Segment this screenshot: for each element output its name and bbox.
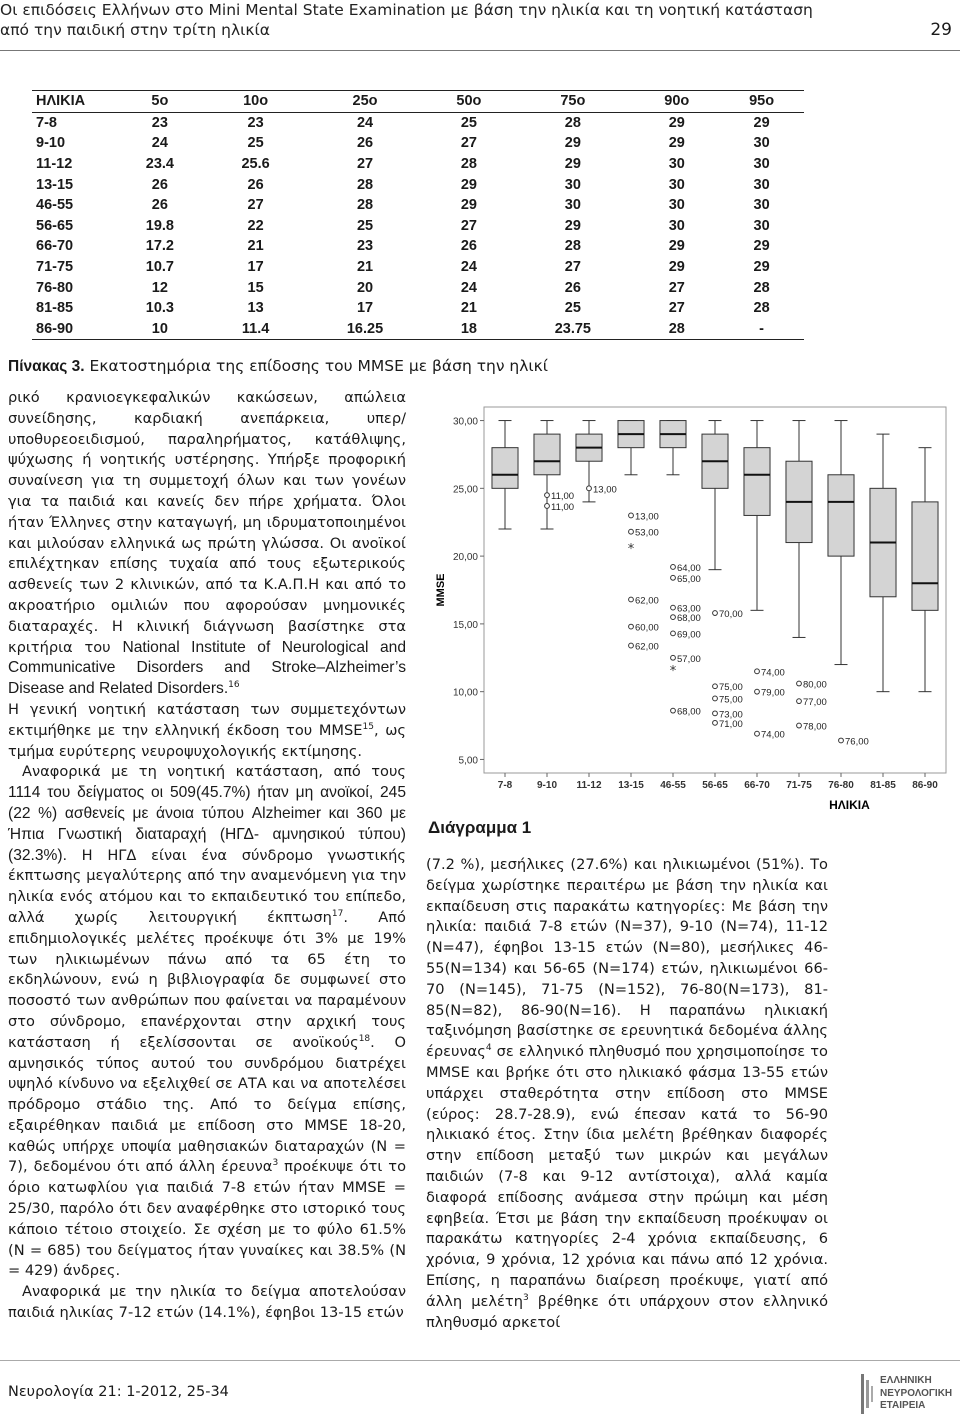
y-tick-label: 20,00 bbox=[452, 552, 478, 564]
footer-divider bbox=[0, 1360, 960, 1361]
table-row bbox=[32, 174, 804, 195]
table-value-cell: 28 bbox=[564, 238, 581, 255]
outlier-label: 75,00 bbox=[719, 694, 743, 706]
outlier-point bbox=[671, 708, 676, 713]
table-row bbox=[32, 319, 804, 340]
header-divider bbox=[0, 50, 960, 51]
table-row bbox=[32, 154, 804, 175]
outlier-label: 11,00 bbox=[551, 491, 575, 503]
table-value-cell: 29 bbox=[753, 114, 770, 131]
table-value-cell: 24 bbox=[356, 114, 374, 131]
citation-ref: 3 bbox=[272, 1158, 279, 1169]
table-value-cell: 29 bbox=[668, 135, 685, 152]
table-value-cell: 25 bbox=[247, 135, 264, 152]
box bbox=[534, 434, 560, 475]
table-value-cell: - bbox=[719, 319, 804, 340]
text-column-right bbox=[426, 855, 828, 1333]
outlier-point bbox=[545, 504, 550, 509]
table-value-cell: 29 bbox=[564, 156, 581, 173]
x-axis-label: ΗΛΙΚΙΑ bbox=[829, 798, 870, 812]
outlier-point bbox=[713, 611, 718, 616]
table-value-cell: 25 bbox=[356, 217, 374, 234]
table-caption-label: Πίνακας 3. bbox=[8, 358, 85, 375]
table-row bbox=[32, 298, 804, 319]
table-value-cell: 25.6 bbox=[241, 156, 270, 173]
outlier-label: 70,00 bbox=[719, 609, 743, 621]
y-tick-label: 30,00 bbox=[452, 416, 478, 428]
outlier-label: 11,00 bbox=[551, 501, 575, 513]
table-age-cell: 86-90 bbox=[32, 319, 112, 340]
text-run: . Ο αμνησικός τύπος αυτού του συνδρόμου διατρέχει υψηλό κίνδυνο να εξελιχθεί σε ΑΤΑ και να αποτελέσει πρόδρομο στάδιο της. Από το δείγμα επίσης, εξαιρέθηκαν παιδιά με επίδοση στο MMSE 18-20, καθώς υπήρχε υποψία μαθησιακών διαταραχών (N = 7), δεδομένου ότι από άλλη έρευνα bbox=[8, 1033, 406, 1176]
table-caption-text: Εκατοστημόρια της επίδοσης του MMSE με βάση την ηλικί bbox=[84, 357, 549, 375]
y-tick-label: 25,00 bbox=[452, 484, 478, 496]
table-value-cell: 27 bbox=[356, 156, 374, 173]
table-value-cell: 15 bbox=[247, 279, 264, 296]
text-run: Αναφορικά με την ηλικία το δείγμα αποτελούσαν παιδιά ηλικίας 7-12 ετών (14.1%), έφηβοι 13-15 ετών bbox=[8, 1283, 406, 1322]
outlier-point bbox=[755, 669, 760, 674]
outlier-point bbox=[713, 684, 718, 689]
table-value-cell: 26 bbox=[151, 197, 168, 214]
outlier-label: 57,00 bbox=[677, 653, 701, 665]
table-value-cell: 25 bbox=[564, 300, 581, 317]
x-tick-label: 86-90 bbox=[912, 780, 938, 791]
y-tick-label: 15,00 bbox=[452, 619, 478, 631]
boxplot-svg bbox=[426, 395, 956, 815]
text-run: Η γενική νοητική κατάσταση των συμμετεχόντων εκτιμήθηκε με την ελληνική έκδοση του MMSE bbox=[8, 700, 406, 739]
table-value-cell: 20 bbox=[356, 279, 374, 296]
outlier-label: 60,00 bbox=[635, 622, 659, 634]
table-row bbox=[32, 133, 804, 154]
table-value-cell: 28 bbox=[753, 279, 770, 296]
table-value-cell: 27 bbox=[460, 217, 477, 234]
outlier-point bbox=[671, 655, 676, 660]
outlier-point bbox=[671, 565, 676, 570]
table-value-cell: 24 bbox=[151, 135, 168, 152]
table-value-cell: 29 bbox=[668, 259, 685, 276]
table-value-cell: 29 bbox=[564, 217, 581, 234]
table-row bbox=[32, 277, 804, 298]
x-tick-label: 76-80 bbox=[828, 780, 854, 791]
table-value-cell: 17.2 bbox=[145, 238, 174, 255]
table-value-cell: 17 bbox=[356, 300, 374, 317]
citation-ref: 4 bbox=[485, 1043, 492, 1054]
table-value-cell: 23 bbox=[356, 238, 374, 255]
table-age-cell: 9-10 bbox=[36, 135, 66, 152]
table-age-cell: 7-8 bbox=[36, 114, 57, 131]
text-run: (7.2 %), μεσήλικες (27.6%) και ηλικιωμένοι (51%). Το δείγμα χωρίστηκε περαιτέρω με βάση την ηλικία και εκπαίδευση στις παρακάτω κατηγορίες: Με βάση την ηλικία: παιδιά 7-8 ετών (N=37), 9-10 (N=74), 11-12 (N=47), έφηβοι 13-15 ετών (N=80), μεσήλικες 46-55(N=134) και 56-65 (N=174) ετών, ηλικιωμένοι 66-70 (N=145), 71-75 (N=152), 76-80(N=173), 81-85(N=82), 86-90(N=16). Η παραπάνω ηλικιακή ταξινόμηση βασίστηκε σε ερευνητικά δεδομένα άλλης έρευνας bbox=[426, 856, 828, 1061]
table-value-cell: 30 bbox=[753, 176, 770, 193]
table-value-cell: 16.25 bbox=[303, 319, 426, 340]
paragraph bbox=[8, 1282, 406, 1324]
paragraph bbox=[426, 855, 828, 1333]
outlier-extreme-mark: * bbox=[627, 541, 635, 557]
outlier-label: 64,00 bbox=[677, 562, 701, 574]
boxplot-chart bbox=[426, 395, 956, 815]
outlier-point bbox=[797, 723, 802, 728]
logo-line: ΝΕΥΡΟΛΟΓΙΚΗ bbox=[880, 1387, 953, 1399]
table-age-cell: 13-15 bbox=[36, 176, 74, 193]
outlier-point bbox=[671, 631, 676, 636]
table-row bbox=[32, 112, 804, 133]
logo-line: ΕΛΛΗΝΙΚΗ bbox=[880, 1375, 932, 1386]
table-value-cell: 10.7 bbox=[145, 259, 174, 276]
outlier-point bbox=[713, 720, 718, 725]
table-age-cell: 71-75 bbox=[36, 259, 74, 276]
table-header-cell: 75ο bbox=[511, 91, 634, 113]
table-value-cell: 29 bbox=[460, 176, 477, 193]
table-value-cell: 10.3 bbox=[145, 300, 174, 317]
paragraph bbox=[8, 388, 406, 700]
outlier-label: 74,00 bbox=[761, 729, 785, 741]
x-tick-label: 11-12 bbox=[576, 780, 602, 791]
box bbox=[744, 448, 770, 516]
y-tick-label: 5,00 bbox=[458, 755, 478, 767]
x-tick-label: 66-70 bbox=[744, 780, 770, 791]
outlier-point bbox=[545, 493, 550, 498]
text-run: Αναφορικά με τη νοητική κατάσταση, από τους bbox=[22, 763, 406, 781]
outlier-point bbox=[839, 738, 844, 743]
table-value-cell: 28 bbox=[356, 197, 374, 214]
table-value-cell: 30 bbox=[668, 197, 685, 214]
table-value-cell: 19.8 bbox=[145, 217, 174, 234]
table-value-cell: 10 bbox=[112, 319, 208, 340]
table-value-cell: 24 bbox=[460, 259, 477, 276]
x-tick-label: 56-65 bbox=[702, 780, 728, 791]
text-run: Η ΗΓΔ είναι ένα σύνδρομο γνωστικής έκπτωσης μεγαλύτερης από την αναμενόμενη για την ηλικία ενός ατόμου και το εκπαιδευτικό του επίπεδο, αλλά χωρίς λειτουργική έκπτωση bbox=[8, 846, 406, 926]
table-header-row bbox=[32, 91, 804, 113]
text-run: βρέθηκε ότι υπάρχουν στον ελληνικό πληθυσμό αρκετοί bbox=[426, 1292, 829, 1331]
text-run: . Από επιδημιολογικές μελέτες προέκυψε ότι 3% με 19% των ηλικιωμένων πάνω από τα 65 έτη το εκδηλώνουν, ενώ η βιβλιογραφία δε συμφωνεί στο ποσοστό των ανθρώπων που φαίνεται να παραμένουν στο σύνδρομο, επανέρχονται στην αρχική τους κατάσταση ή εξελίσσονται σε ανοϊκούς bbox=[8, 908, 406, 1051]
table-value-cell: 18 bbox=[427, 319, 512, 340]
text-run: , ως τμήμα ευρύτερης νευροψυχολογικής εκτίμησης. bbox=[8, 721, 406, 760]
table-row bbox=[32, 257, 804, 278]
outlier-point bbox=[587, 486, 592, 491]
x-tick-label: 7-8 bbox=[497, 780, 513, 791]
outlier-point bbox=[629, 624, 634, 629]
table-header-cell: 50ο bbox=[427, 91, 512, 113]
table-value-cell: 29 bbox=[668, 238, 685, 255]
table-value-cell: 27 bbox=[564, 259, 581, 276]
running-header-line2: από την παιδική στην τρίτη ηλικία bbox=[0, 21, 271, 39]
table-value-cell: 21 bbox=[356, 259, 374, 276]
outlier-point bbox=[629, 597, 634, 602]
society-logo-icon bbox=[860, 1374, 874, 1414]
table-body bbox=[32, 112, 804, 340]
table-value-cell: 29 bbox=[564, 135, 581, 152]
outlier-point bbox=[713, 711, 718, 716]
table-header-cell: ΗΛΙΚΙΑ bbox=[32, 91, 112, 113]
outlier-label: 68,00 bbox=[677, 613, 701, 625]
text-run: National Institute of Neurological and Communicative Disorders and Stroke–Alzheimer’s Disease and Related Disorders. bbox=[8, 638, 406, 698]
table-value-cell: 29 bbox=[753, 259, 770, 276]
table-row bbox=[32, 195, 804, 216]
table-age-cell: 56-65 bbox=[36, 217, 74, 234]
outlier-label: 63,00 bbox=[677, 603, 701, 615]
table-value-cell: 30 bbox=[668, 176, 685, 193]
table-value-cell: 28 bbox=[356, 176, 374, 193]
table-header-cell: 5ο bbox=[112, 91, 208, 113]
outlier-point bbox=[755, 731, 760, 736]
table-value-cell: 27 bbox=[668, 279, 685, 296]
society-logo-text bbox=[880, 1375, 952, 1413]
table-value-cell: 22 bbox=[247, 217, 264, 234]
outlier-point bbox=[671, 605, 676, 610]
table-age-cell: 66-70 bbox=[36, 238, 74, 255]
table-age-cell: 11-12 bbox=[36, 156, 73, 173]
table-value-cell: 30 bbox=[753, 156, 770, 173]
text-run: ρικό κρανιοεγκεφαλικών κακώσεων, απώλεια συνείδησης, καρδιακή ανεπάρκεια, υπερ/υποθυρεοειδισμού, παραληρήματος, κατάθλιψης, ψύχωσης ή νοητικής υστέρησης. Υπήρξε προφορική συναίνεση για τη συμμετοχή όλων και των γονέων για τα παιδιά και κανείς δεν πήρε χρήματα. Όλοι ήταν Έλληνες στην καταγωγή, μη ιδρυματοποιημένοι και μιλούσαν ελληνικά ως πρώτη γλώσσα. Οι ανοϊκοί επιλέχτηκαν επίσης τυχαία από τους εξωτερικούς ασθενείς των 2 κλινικών, από τα Κ.Α.Π.Η και από το ακροατήριο ομιλιών που αφορούσαν μνημονικές διαταραχές. Η κλινική διάγνωση βασίστηκε στα κριτήρια του bbox=[8, 389, 406, 656]
table-value-cell: 11.4 bbox=[208, 319, 304, 340]
table-value-cell: 23 bbox=[247, 114, 264, 131]
table-age-cell: 81-85 bbox=[36, 300, 74, 317]
paragraph bbox=[8, 762, 406, 1282]
table-row bbox=[32, 236, 804, 257]
outlier-label: 76,00 bbox=[845, 736, 869, 748]
outlier-label: 53,00 bbox=[635, 527, 659, 539]
running-header-line1: Οι επιδόσεις Ελλήνων στο Mini Mental State Examination με βάση την ηλικία και τη νοητική κατάσταση bbox=[0, 1, 813, 19]
outlier-label: 62,00 bbox=[635, 595, 659, 607]
table-value-cell: 27 bbox=[668, 300, 685, 317]
outlier-label: 75,00 bbox=[719, 682, 743, 694]
text-column-left bbox=[8, 388, 406, 1324]
outlier-label: 77,00 bbox=[803, 697, 827, 709]
table-header-cell: 90ο bbox=[634, 91, 719, 113]
citation-ref: 16 bbox=[228, 680, 240, 691]
outlier-label: 13,00 bbox=[593, 484, 617, 496]
table-value-cell: 29 bbox=[753, 238, 770, 255]
table-value-cell: 30 bbox=[753, 135, 770, 152]
percentile-table bbox=[32, 90, 804, 340]
table-value-cell: 21 bbox=[460, 300, 477, 317]
table-value-cell: 23.75 bbox=[511, 319, 634, 340]
box bbox=[912, 502, 938, 610]
table-value-cell: 23 bbox=[151, 114, 168, 131]
y-tick-label: 10,00 bbox=[452, 687, 478, 699]
outlier-label: 68,00 bbox=[677, 706, 701, 718]
page-number: 29 bbox=[930, 20, 952, 40]
table-value-cell: 13 bbox=[247, 300, 264, 317]
text-run: σε ελληνικό πληθυσμό που χρησιμοποίησε το MMSE και βρήκε ότι στο ηλικιακό φάσμα 13-55 ετών υπάρχει σταθερότητα στην επίδοση στο MMSE (εύρος: 28.7-28.9), ενώ έπεσαν κατά το 56-90 ηλικιακό έτος. Στην ίδια μελέτη βρέθηκαν διαφορές στην επίδοση μεταξύ των μικρών και μεγάλων παιδιών (7-8 και 9-12 αντίστοιχα), αλλά καμία διαφορά επίδοσης ανάμεσα στην πρώιμη και μέση εφηβεία. Έτσι με βάση την εκπαίδευση προέκυψαν οι παρακάτω κατηγορίες 2-4 χρόνια εκπαίδευσης, 6 χρόνια, 9 χρόνια, 12 χρόνια και πάνω από 12 χρόνια. Επίσης, η παραπάνω διαίρεση προέκυψε, γιατί από άλλη μελέτη bbox=[426, 1043, 828, 1310]
diagram-label: Διάγραμμα 1 bbox=[428, 818, 532, 837]
outlier-point bbox=[713, 696, 718, 701]
outlier-label: 79,00 bbox=[761, 687, 785, 699]
table-value-cell: 30 bbox=[564, 197, 581, 214]
x-tick-label: 46-55 bbox=[660, 780, 686, 791]
outlier-point bbox=[629, 513, 634, 518]
table-row bbox=[32, 216, 804, 237]
outlier-label: 13,00 bbox=[635, 511, 659, 523]
x-tick-label: 9-10 bbox=[536, 780, 558, 791]
table-value-cell: 26 bbox=[460, 238, 477, 255]
citation-ref: 17 bbox=[331, 909, 344, 920]
table-value-cell: 30 bbox=[668, 156, 685, 173]
table-value-cell: 26 bbox=[564, 279, 581, 296]
table-value-cell: 27 bbox=[460, 135, 477, 152]
outlier-point bbox=[629, 643, 634, 648]
outlier-extreme-mark: * bbox=[669, 663, 677, 679]
table-value-cell: 26 bbox=[356, 135, 374, 152]
table-value-cell: 30 bbox=[668, 217, 685, 234]
logo-line: ΕΤΑΙΡΕΙΑ bbox=[880, 1400, 926, 1411]
table-header-cell: 95ο bbox=[719, 91, 804, 113]
table-value-cell: 30 bbox=[564, 176, 581, 193]
table-value-cell: 30 bbox=[753, 197, 770, 214]
outlier-label: 71,00 bbox=[719, 718, 743, 730]
outlier-point bbox=[671, 575, 676, 580]
table-value-cell: 26 bbox=[151, 176, 168, 193]
table-value-cell: 27 bbox=[247, 197, 264, 214]
outlier-label: 65,00 bbox=[677, 573, 701, 585]
table-value-cell: 28 bbox=[460, 156, 477, 173]
table-value-cell: 12 bbox=[151, 279, 168, 296]
table-header-cell: 10ο bbox=[208, 91, 304, 113]
outlier-point bbox=[797, 681, 802, 686]
table-caption bbox=[8, 357, 548, 376]
outlier-label: 74,00 bbox=[761, 667, 785, 679]
table-value-cell: 26 bbox=[247, 176, 264, 193]
table-value-cell: 29 bbox=[668, 114, 685, 131]
x-tick-label: 13-15 bbox=[618, 780, 644, 791]
box bbox=[828, 475, 854, 556]
outlier-point bbox=[755, 689, 760, 694]
table-value-cell: 23.4 bbox=[145, 156, 174, 173]
table-value-cell: 21 bbox=[247, 238, 264, 255]
footer-citation: Νευρολογία 21: 1-2012, 25-34 bbox=[8, 1384, 229, 1400]
outlier-point bbox=[671, 615, 676, 620]
outlier-point bbox=[629, 529, 634, 534]
table-age-cell: 76-80 bbox=[36, 279, 74, 296]
y-axis-label: MMSE bbox=[435, 573, 447, 607]
table-value-cell: 30 bbox=[753, 217, 770, 234]
table-value-cell: 28 bbox=[564, 114, 581, 131]
outlier-point bbox=[797, 699, 802, 704]
table-value-cell: 17 bbox=[247, 259, 264, 276]
outlier-label: 80,00 bbox=[803, 679, 827, 691]
x-tick-label: 71-75 bbox=[786, 780, 812, 791]
outlier-label: 69,00 bbox=[677, 629, 701, 641]
table-header-cell: 25ο bbox=[303, 91, 426, 113]
table-value-cell: 28 bbox=[634, 319, 719, 340]
running-header bbox=[0, 0, 880, 40]
outlier-label: 78,00 bbox=[803, 721, 827, 733]
text-run: 1114 του δείγματος οι 509(45.7%) ήταν μη ανοϊκοί, 245 (22 %) ασθενείς με άνοια τύπου Alzheimer και 360 με Ήπια Γνωστική διαταραχή (ΗΓΔ- αμνησικού τύπου) (32.3%). bbox=[8, 784, 406, 864]
table-age-cell: 46-55 bbox=[36, 197, 74, 214]
box bbox=[492, 448, 518, 489]
outlier-label: 73,00 bbox=[719, 709, 743, 721]
citation-ref: 18 bbox=[358, 1033, 371, 1044]
text-run: προέκυψε ότι το όριο κατωφλίου για παιδιά 7-8 ετών ήταν MMSE = 25/30, παρόλο ότι δεν αναφέρθηκε στο ιστορικό τους κάποιο τέτοιο στοιχείο. Σε σχέση με το φύλο 61.5% (N = 685) του δείγματος ήταν γυναίκες και 38.5% (N = 429) άνδρες. bbox=[8, 1158, 406, 1280]
table-value-cell: 24 bbox=[460, 279, 477, 296]
x-tick-label: 81-85 bbox=[870, 780, 896, 791]
citation-ref: 3 bbox=[522, 1292, 529, 1303]
table-value-cell: 25 bbox=[460, 114, 477, 131]
outlier-label: 62,00 bbox=[635, 641, 659, 653]
table-value-cell: 28 bbox=[753, 300, 770, 317]
citation-ref: 15 bbox=[362, 721, 374, 732]
paragraph bbox=[8, 700, 406, 762]
table-value-cell: 29 bbox=[460, 197, 477, 214]
